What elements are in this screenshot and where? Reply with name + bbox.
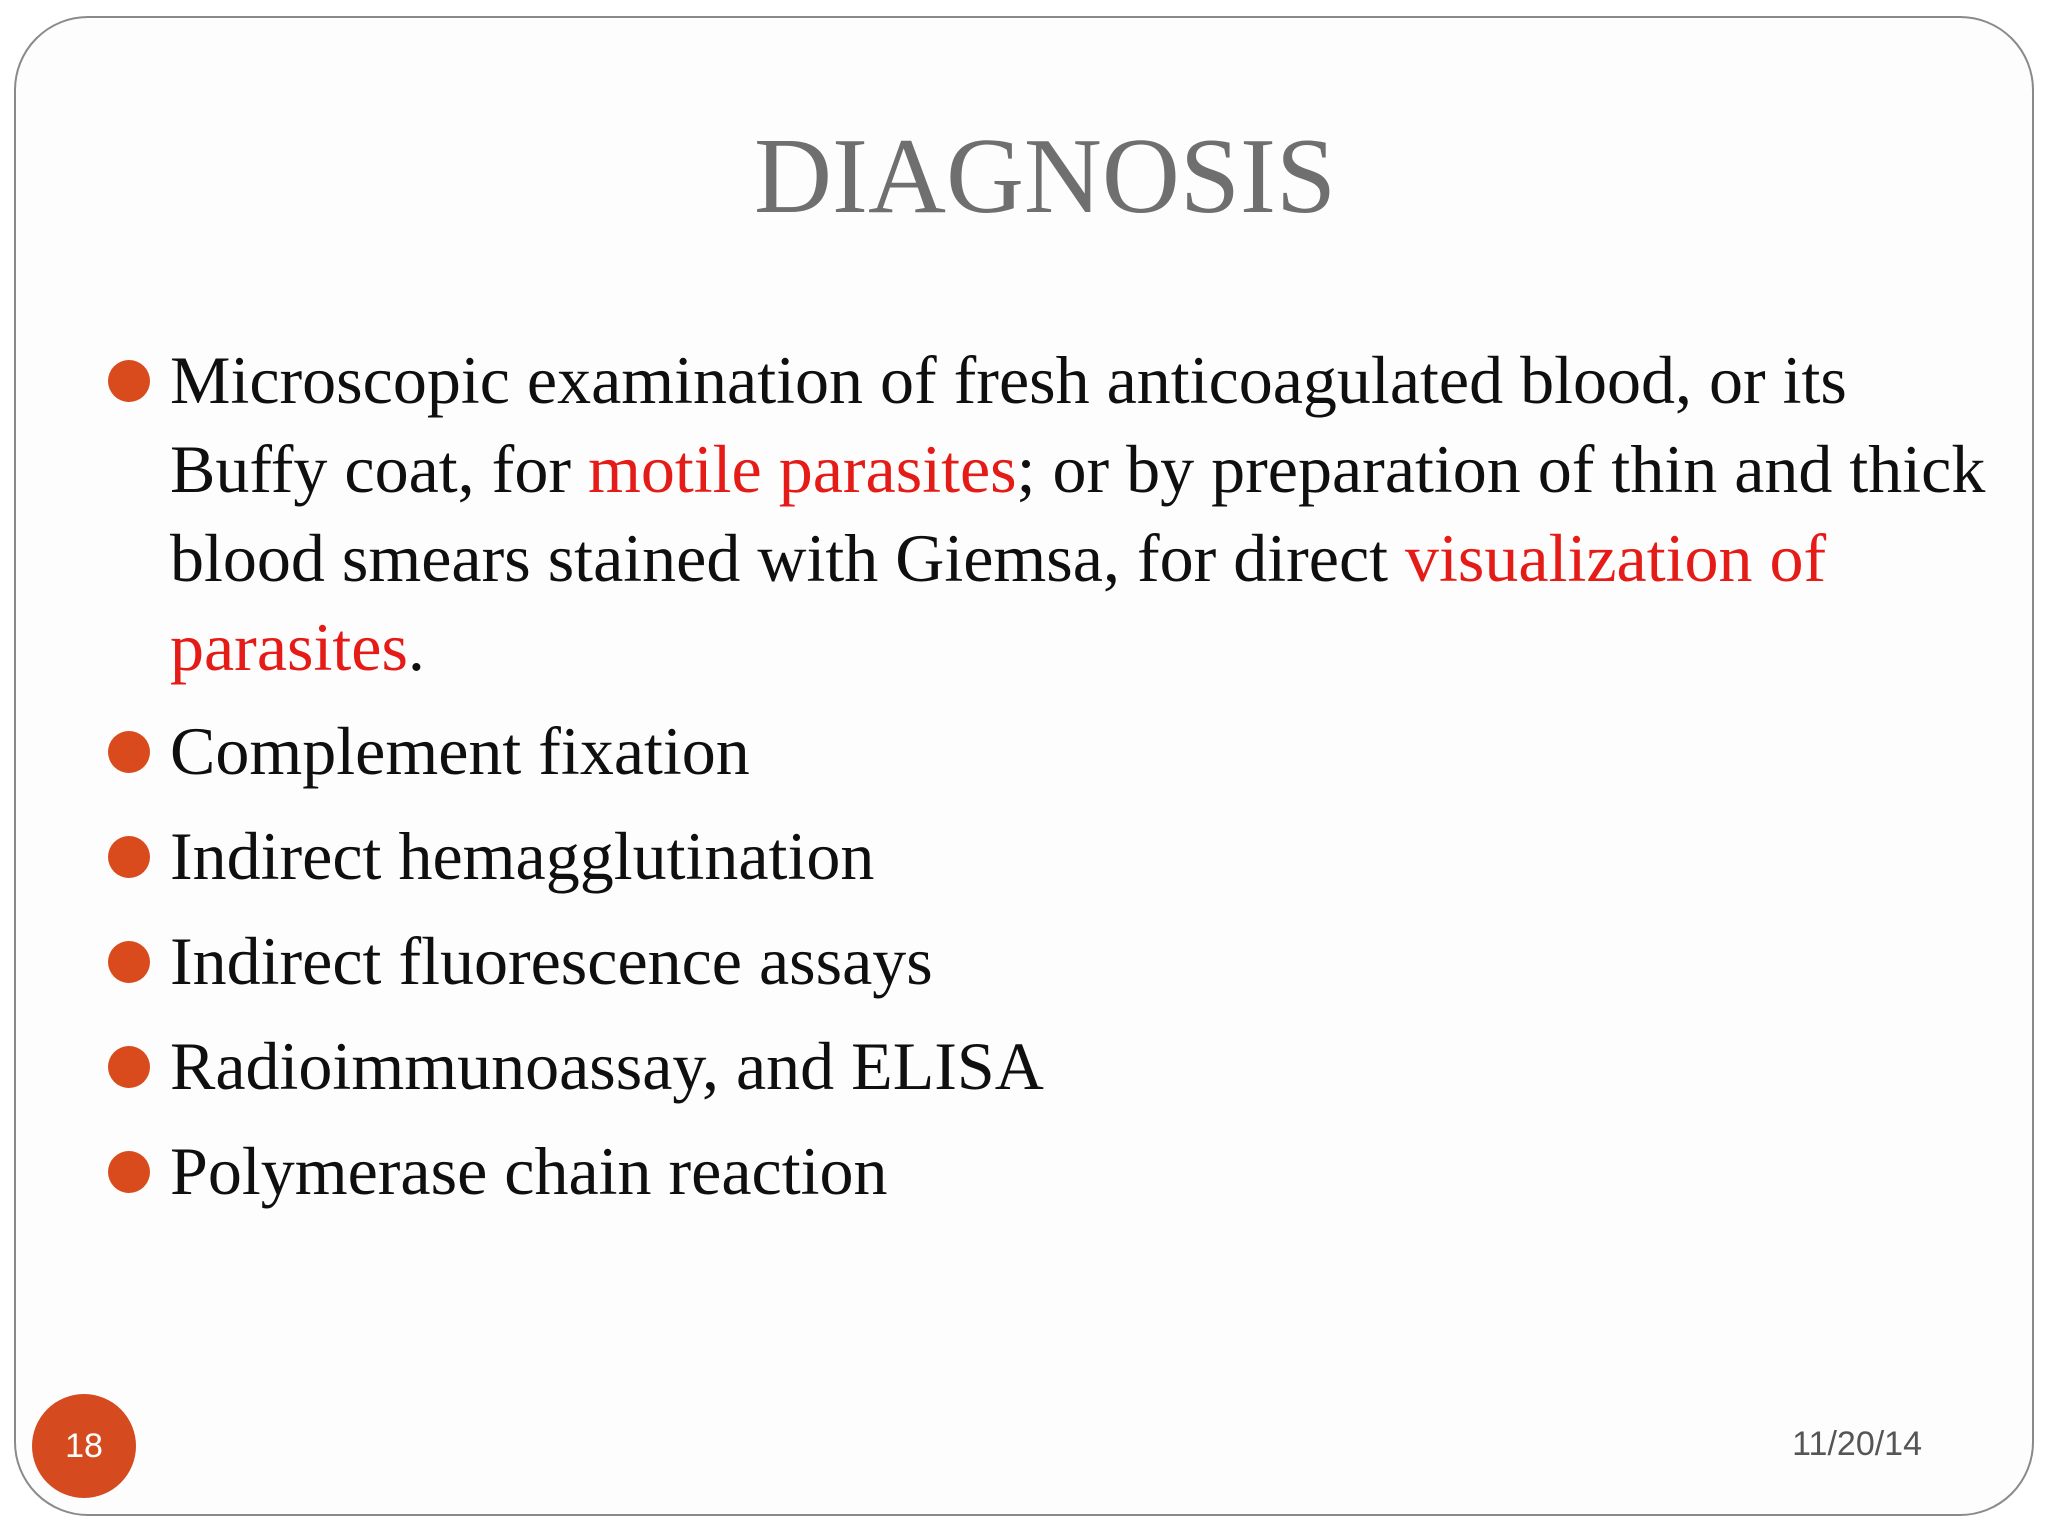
bullet-text: Indirect fluorescence assays: [170, 923, 933, 999]
bullet-text: Polymerase chain reaction: [170, 1133, 888, 1209]
bullet-dot-icon: [108, 941, 150, 983]
page-number-badge: 18: [32, 1394, 136, 1498]
bullet-item: [108, 1127, 1988, 1216]
bullet-dot-icon: [108, 1151, 150, 1193]
highlight-text: motile parasites: [587, 431, 1017, 507]
bullet-text-part: .: [407, 609, 425, 685]
bullet-list: [108, 336, 1988, 1232]
bullet-dot-icon: [108, 836, 150, 878]
bullet-text-part: Microscopic: [170, 342, 510, 418]
bullet-dot-icon: [108, 731, 150, 773]
highlight-text: visualization of parasites: [170, 520, 1827, 685]
bullet-text: Complement fixation: [170, 713, 750, 789]
bullet-item: [108, 707, 1988, 796]
bullet-text: Radioimmunoassay, and ELISA: [170, 1028, 1044, 1104]
bullet-dot-icon: [108, 1046, 150, 1088]
bullet-item-microscopic: [108, 336, 1988, 692]
bullet-text: Indirect hemagglutination: [170, 818, 875, 894]
bullet-item: [108, 917, 1988, 1006]
slide-date: 11/20/14: [1792, 1425, 1922, 1463]
slide-title: DIAGNOSIS: [753, 117, 1337, 236]
bullet-dot-icon: [108, 360, 150, 402]
bullet-text-part: examination of fresh anticoagulated blood, or its Buffy coat, for: [170, 342, 1847, 507]
bullet-item: [108, 1022, 1988, 1111]
bullet-text-part: ; or by preparation of thin and thick blood smears stained with Giemsa, for direct: [170, 431, 1986, 596]
bullet-item: [108, 812, 1988, 901]
